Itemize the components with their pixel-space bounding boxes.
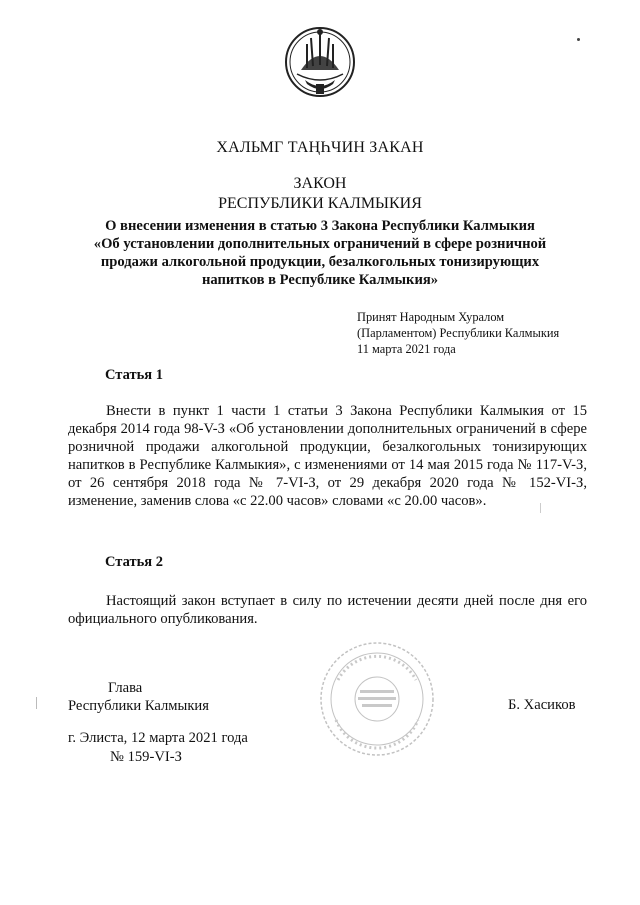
adoption-line: Принят Народным Хуралом bbox=[357, 310, 505, 324]
article-2-text: Настоящий закон вступает в силу по истечении десяти дней после дня его официального опубликования. bbox=[68, 593, 587, 627]
article-1-heading: Статья 1 bbox=[105, 367, 163, 383]
article-2-heading: Статья 2 bbox=[105, 554, 163, 570]
subject-line: напитков в Республике Калмыкия» bbox=[201, 272, 439, 288]
signatory-name: Б. Хасиков bbox=[508, 697, 576, 713]
place-date-text: г. Элиста, 12 марта 2021 года bbox=[68, 730, 248, 746]
scan-artifact bbox=[36, 697, 37, 709]
subject-line: О внесении изменения в статью 3 Закона Республики Калмыкия bbox=[105, 218, 535, 234]
article-1-text: Внести в пункт 1 части 1 статьи 3 Закона Республики Калмыкия от 15 декабря 2014 года 98-V-З «Об установлении дополнительных ограничений в сфере розничной продажи алкогольной продукции, безалкогольных тонизирующих напитков в Республике Калмыкия», с изменениями от 14 мая 2015 года № 117-V-З, от 26 сентября 2018 года № 7-VI-З, от 29 декабря 2020 года № 152-VI-З, изменение, заменив слова «с 22.00 часов» словами «с 20.00 часов». bbox=[68, 403, 587, 509]
kalmyk-law-title: ХАЛЬМГ ТАҢҺЧИН ЗАКАН bbox=[216, 139, 424, 156]
official-seal-stamp bbox=[318, 640, 436, 758]
adoption-date: 11 марта 2021 года bbox=[357, 342, 456, 356]
place-and-date bbox=[68, 729, 248, 767]
subject-line: «Об установлении дополнительных ограничений в сфере розничной bbox=[93, 236, 547, 252]
law-subject bbox=[70, 217, 570, 289]
coat-of-arms-emblem bbox=[283, 22, 357, 100]
law-title-line: РЕСПУБЛИКИ КАЛМЫКИЯ bbox=[218, 195, 422, 212]
subject-line: продажи алкогольной продукции, безалкогольных тонизирующих bbox=[100, 254, 540, 270]
law-title-line: ЗАКОН bbox=[293, 175, 347, 192]
scan-speck bbox=[577, 38, 580, 41]
signatory-title-line: Глава bbox=[108, 680, 143, 696]
law-title bbox=[60, 174, 580, 214]
adoption-note bbox=[357, 309, 559, 357]
signatory-title bbox=[68, 679, 209, 715]
law-number: № 159-VI-З bbox=[110, 749, 182, 765]
adoption-line: (Парламентом) Республики Калмыкия bbox=[357, 326, 560, 340]
signatory-title-line: Республики Калмыкия bbox=[68, 698, 209, 714]
scan-artifact bbox=[540, 503, 541, 513]
